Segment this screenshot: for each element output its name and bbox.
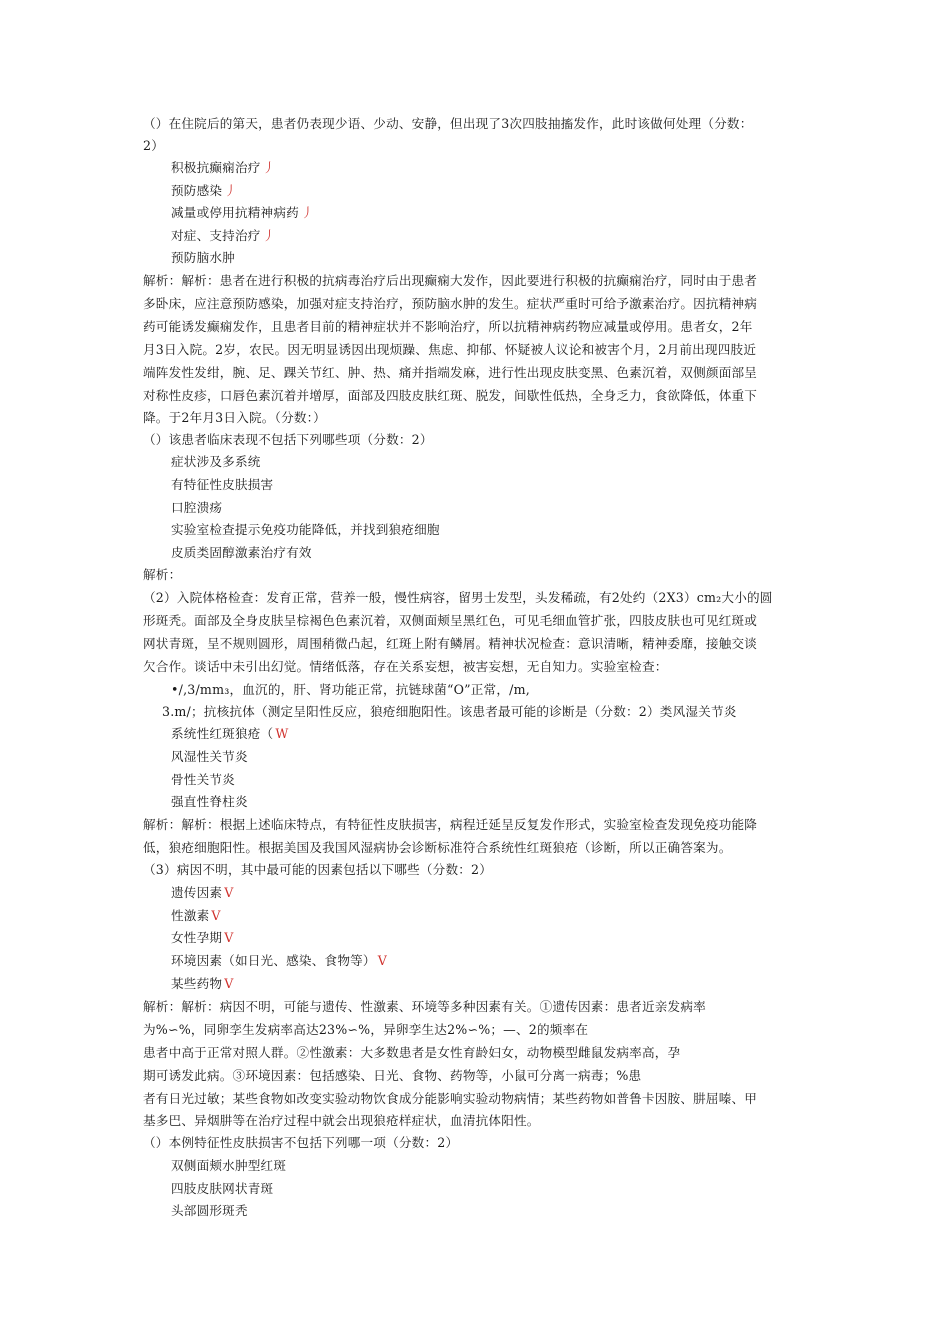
answer-option: 预防脑水肿 <box>171 250 235 265</box>
check-mark: 丿 <box>300 205 314 220</box>
analysis-text: 降。于2年月3日入院。（分数：） <box>143 410 326 425</box>
answer-option: 症状涉及多系统 <box>171 454 261 469</box>
case-text: 欠合作。谈话中未引出幻觉。情绪低落，存在关系妄想，被害妄想，无自知力。实验室检查： <box>143 659 668 674</box>
analysis-text: 多卧床，应注意预防感染，加强对症支持治疗，预防脑水肿的发生。症状严重时可给予激素治疗。因抗精神病 <box>143 296 758 311</box>
check-mark: 丿 <box>262 160 276 175</box>
answer-option: 环境因素（如日光、感染、食物等） V <box>171 953 387 968</box>
check-mark: 丿 <box>262 228 276 243</box>
question-stem: 3.m/；抗核抗体（测定呈阳性反应，狼疮细胞阳性。该患者最可能的诊断是（分数：2）类风湿关节炎 <box>162 704 737 719</box>
check-mark: W <box>275 726 289 741</box>
question-stem: 2） <box>143 138 165 153</box>
answer-option: 有特征性皮肤损害 <box>171 477 274 492</box>
answer-option: 某些药物 V <box>171 976 234 991</box>
answer-option: 遗传因素 V <box>171 885 234 900</box>
answer-option: 实验室检查提示免疫功能降低，并找到狼疮细胞 <box>171 522 440 537</box>
answer-option: 口腔溃疡 <box>171 500 223 515</box>
analysis-text: 对称性皮疹，口唇色素沉着并增厚，面部及四肢皮肤红斑、脱发，间歇性低热，全身乏力，食欲降低，体重下 <box>143 388 758 403</box>
answer-option: 积极抗癫痫治疗 丿 <box>171 160 276 175</box>
analysis-text: 者有日光过敏；某些食物如改变实验动物饮食成分能影响实验动物病情；某些药物如普鲁卡因胺、肼屈嗪、甲 <box>143 1091 758 1106</box>
answer-option: 骨性关节炎 <box>171 772 235 787</box>
answer-option: 预防感染 丿 <box>171 183 237 198</box>
analysis-text: 药可能诱发癫痫发作，且患者目前的精神症状并不影响治疗，所以抗精神病药物应减量或停用。患者女，2年 <box>143 319 753 334</box>
answer-option: 风湿性关节炎 <box>171 749 248 764</box>
answer-option: 系统性红斑狼疮（ W <box>171 726 289 741</box>
analysis-text: 患者中高于正常对照人群。②性激素：大多数患者是女性育龄妇女，动物模型雌鼠发病率高，孕 <box>143 1045 681 1060</box>
analysis-text: 解析：解析：根据上述临床特点，有特征性皮肤损害，病程迁延呈反复发作形式，实验室检查发现免疫功能降 <box>143 817 758 832</box>
case-text: •/,3/mm₃，血沉的，肝、肾功能正常，抗链球菌“O”正常，/m, <box>171 682 530 697</box>
case-text: 网状青斑，呈不规则圆形，周围稍微凸起，红斑上附有鳞屑。精神状况检查：意识清晰，精神委靡，接触交谈 <box>143 636 758 651</box>
check-mark: V <box>224 976 234 991</box>
check-mark: V <box>224 885 234 900</box>
analysis-text: 期可诱发此病。③环境因素：包括感染、日光、食物、药物等，小鼠可分离一病毒；%患 <box>143 1068 642 1083</box>
answer-option: 对症、支持治疗 丿 <box>171 228 276 243</box>
analysis-text: 解析：解析：患者在进行积极的抗病毒治疗后出现癫痫大发作，因此要进行积极的抗癫痫治疗，同时由于患者 <box>143 273 758 288</box>
analysis-text: 基多巴、异烟肼等在治疗过程中就会出现狼疮样症状，血清抗体阳性。 <box>143 1113 540 1128</box>
question-stem: （）在住院后的第天，患者仍表现少语、少动、安静，但出现了3次四肢抽搐发作，此时该做何处理（分数： <box>143 116 753 131</box>
analysis-text: 月3日入院。2岁，农民。因无明显诱因出现烦躁、焦虑、抑郁、怀疑被人议论和被害个月，2月前出现四肢近 <box>143 342 757 357</box>
answer-option: 性激素 V <box>171 908 221 923</box>
case-text: 形斑秃。面部及全身皮肤呈棕褐色色素沉着，双侧面颊呈黑红色，可见毛细血管扩张，四肢皮肤也可见红斑或 <box>143 613 758 628</box>
question-stem: （）该患者临床表现不包括下列哪些项（分数：2） <box>143 432 433 447</box>
answer-option: 双侧面颊水肿型红斑 <box>171 1158 287 1173</box>
analysis-text: 解析： <box>143 567 182 582</box>
analysis-text: 为%∽%，同卵孪生发病率高达23%∽%，异卵孪生达2%∽%；—、2的频率在 <box>143 1022 589 1037</box>
analysis-text: 端阵发性发绀，腕、足、踝关节红、肿、热、痛并指端发麻，进行性出现皮肤变黑、色素沉着，双侧颜面部呈 <box>143 365 758 380</box>
analysis-text: 低，狼疮细胞阳性。根据美国及我国风湿病协会诊断标准符合系统性红斑狼疮（诊断，所以正确答案为。 <box>143 840 732 855</box>
answer-option: 四肢皮肤网状青斑 <box>171 1181 274 1196</box>
answer-option: 女性孕期 V <box>171 930 234 945</box>
case-text: （2）入院体格检查：发育正常，营养一般，慢性病容，留男士发型，头发稀疏，有2处约（2X3）cm₂大小的圆 <box>143 590 773 605</box>
analysis-text: 解析：解析：病因不明，可能与遗传、性激素、环境等多种因素有关。①遗传因素：患者近亲发病率 <box>143 999 706 1014</box>
answer-option: 强直性脊柱炎 <box>171 794 248 809</box>
answer-option: 皮质类固醇激素治疗有效 <box>171 545 312 560</box>
question-stem: （）本例特征性皮肤损害不包括下列哪一项（分数：2） <box>143 1135 459 1150</box>
answer-option: 头部圆形斑秃 <box>171 1203 248 1218</box>
check-mark: 丿 <box>224 183 237 198</box>
question-stem: （3）病因不明，其中最可能的因素包括以下哪些（分数：2） <box>143 862 493 877</box>
check-mark: V <box>224 930 234 945</box>
answer-option: 减量或停用抗精神病药 丿 <box>171 205 314 220</box>
check-mark: V <box>211 908 221 923</box>
check-mark: V <box>377 953 387 968</box>
